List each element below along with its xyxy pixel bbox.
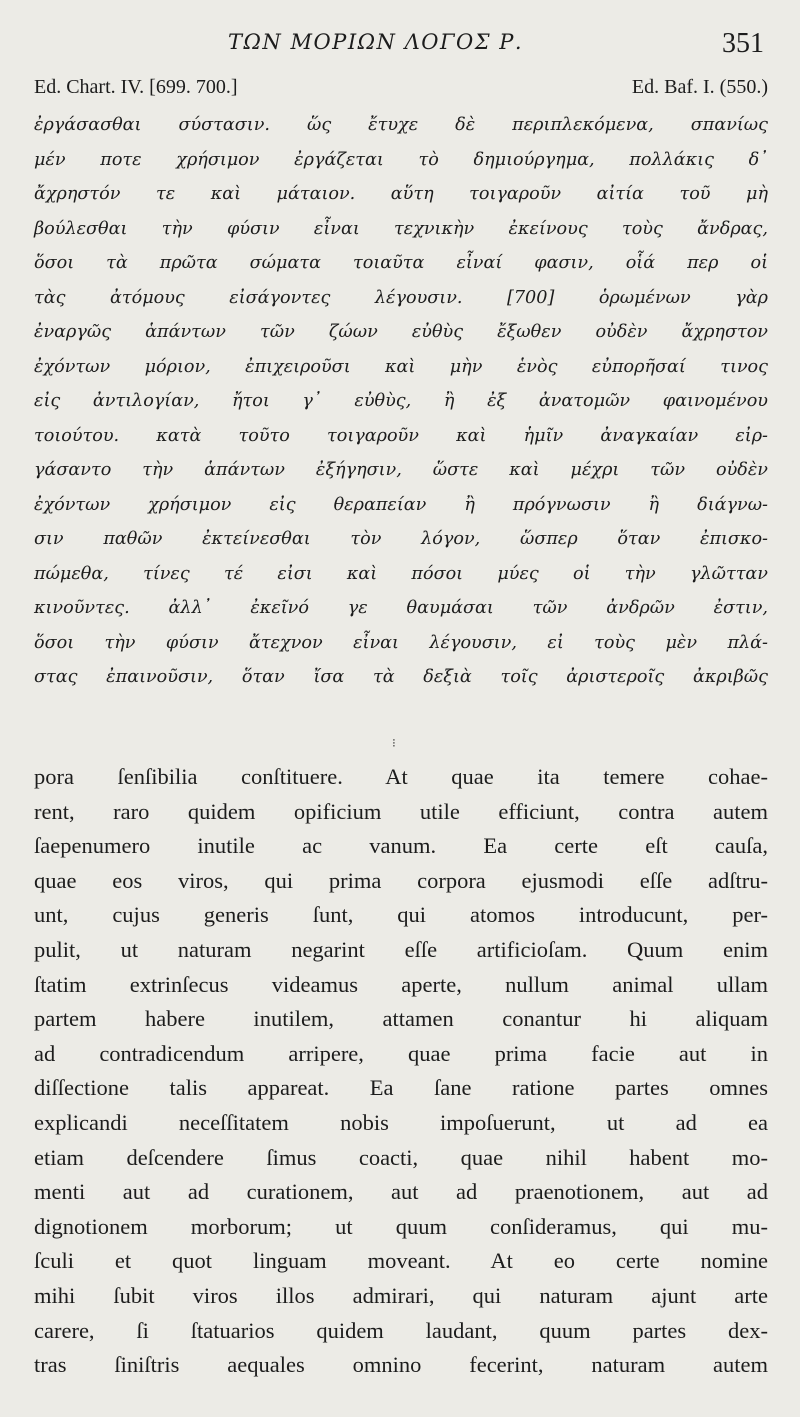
latin-text-line: ſaepenumero inutile ac vanum. Ea certe eſt cauſa, [34, 833, 768, 859]
latin-text-line: ſculi et quot linguam moveant. At eo certe nomine [34, 1248, 768, 1274]
greek-text-line: τὰς ἀτόμους εἰσάγοντες λέγουσιν. [700] ὁρωμένων γὰρ [34, 287, 768, 308]
latin-text-line: mihi ſubit viros illos admirari, qui naturam ajunt arte [34, 1282, 768, 1308]
latin-text-line: carere, ſi ſtatuarios quidem laudant, quum partes dex- [34, 1317, 768, 1343]
greek-text-line: ἄχρηστόν τε καὶ μάταιον. αὕτη τοιγαροῦν αἰτία τοῦ μὴ [34, 184, 768, 204]
latin-text-block [34, 760, 768, 1383]
greek-text-line: ἐναργῶς ἁπάντων τῶν ζώων εὐθὺς ἔξωθεν οὐδὲν ἄχρηστον [34, 322, 768, 342]
latin-text-line: tras ſiniſtris aequales omnino fecerint, naturam autem [34, 1352, 768, 1378]
greek-text-line: ἐχόντων μόριον, ἐπιχειροῦσι καὶ μὴν ἑνὸς εὐπορῆσαί τινος [34, 356, 768, 377]
section-divider: ⁝ [392, 736, 396, 750]
greek-text-line: στας ἐπαινοῦσιν, ὅταν ἴσα τὰ δεξιὰ τοῖς ἀριστεροῖς ἀκριβῶς [34, 667, 768, 687]
greek-text-line: τοιούτου. κατὰ τοῦτο τοιγαροῦν καὶ ἡμῖν ἀναγκαίαν εἰρ- [34, 425, 768, 446]
edition-basel-ref: Ed. Baf. I. (550.) [631, 76, 768, 98]
greek-text-line: γάσαντο τὴν ἁπάντων ἐξήγησιν, ὥστε καὶ μέχρι τῶν οὐδὲν [34, 460, 768, 480]
latin-text-line: pulit, ut naturam negarint eſſe artificioſam. Quum enim [34, 936, 768, 962]
greek-text-line: εἰς ἀντιλογίαν, ἤτοι γ᾽ εὐθὺς, ἢ ἐξ ἀνατομῶν φαινομένου [34, 391, 768, 411]
greek-text-line: σιν παθῶν ἐκτείνεσθαι τὸν λόγον, ὥσπερ ὅταν ἐπισκο- [34, 529, 768, 549]
running-title: ΤΩΝ ΜΟΡΙΩΝ ΛΟΓΟΣ Ρ. [228, 30, 524, 54]
greek-text-line: ὅσοι τὰ πρῶτα σώματα τοιαῦτα εἶναί φασιν, οἷά περ οἱ [34, 253, 768, 273]
latin-text-line: explicandi neceſſitatem nobis impoſuerunt, ut ad ea [34, 1109, 768, 1135]
running-head [0, 30, 800, 64]
edition-chartier-ref: Ed. Chart. IV. [699. 700.] [34, 76, 238, 98]
latin-text-line: ſtatim extrinſecus videamus aperte, nullum animal ullam [34, 971, 768, 997]
greek-text-line: κινοῦντες. ἀλλ᾽ ἐκεῖνό γε θαυμάσαι τῶν ἀνδρῶν ἐστιν, [34, 598, 768, 618]
latin-text-line: diſſectione talis appareat. Ea ſane ratione partes omnes [34, 1075, 768, 1101]
latin-text-line: unt, cujus generis ſunt, qui atomos introducunt, per- [34, 902, 768, 928]
latin-text-line: quae eos viros, qui prima corpora ejusmodi eſſe adſtru- [34, 867, 768, 893]
latin-text-line: pora ſenſibilia conſtituere. At quae ita temere cohae- [34, 764, 768, 789]
latin-text-line: rent, raro quidem opificium utile efficiunt, contra autem [34, 798, 768, 824]
greek-text-line: ὅσοι τὴν φύσιν ἄτεχνον εἶναι λέγουσιν, εἰ τοὺς μὲν πλά- [34, 632, 768, 653]
latin-text-line: partem habere inutilem, attamen conantur hi aliquam [34, 1006, 768, 1032]
greek-text-line: βούλεσθαι τὴν φύσιν εἶναι τεχνικὴν ἐκείνους τοὺς ἄνδρας, [34, 218, 768, 239]
greek-text-line: ἐργάσασθαι σύστασιν. ὥς ἔτυχε δὲ περιπλεκόμενα, σπανίως [34, 115, 768, 135]
latin-text-line: dignotionem morborum; ut quum conſideramus, qui mu- [34, 1213, 768, 1239]
latin-text-line: menti aut ad curationem, aut ad praenotionem, aut ad [34, 1179, 768, 1205]
edition-references [34, 76, 768, 104]
greek-text-line: μέν ποτε χρήσιμον ἐργάζεται τὸ δημιούργημα, πολλάκις δ᾽ [34, 149, 768, 170]
greek-text-block [34, 108, 768, 695]
latin-text-line: etiam deſcendere ſimus coacti, quae nihil habent mo- [34, 1144, 768, 1170]
greek-text-line: πώμεθα, τίνες τέ εἰσι καὶ πόσοι μύες οἱ τὴν γλῶτταν [34, 563, 768, 584]
latin-text-line: ad contradicendum arripere, quae prima facie aut in [34, 1040, 768, 1066]
greek-text-line: ἐχόντων χρήσιμον εἰς θεραπείαν ἢ πρόγνωσιν ἢ διάγνω- [34, 494, 768, 515]
page-number: 351 [722, 28, 764, 59]
